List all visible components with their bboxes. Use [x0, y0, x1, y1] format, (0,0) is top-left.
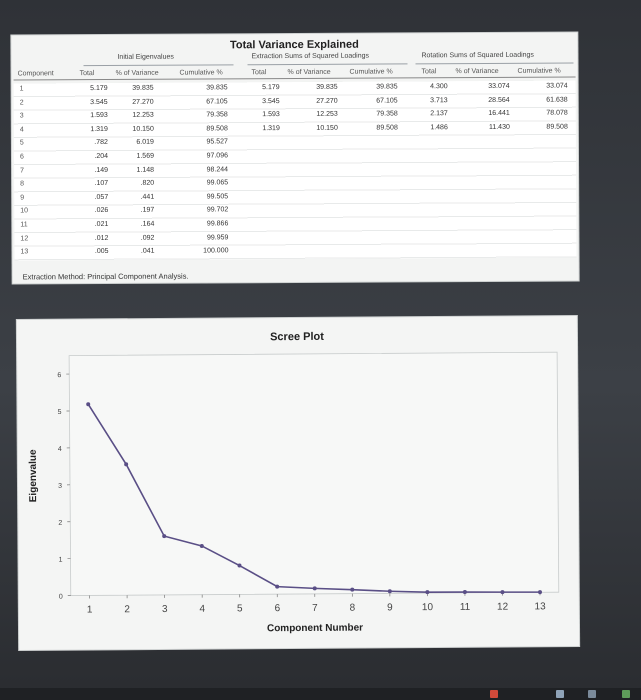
y-tick-label: 3 — [58, 482, 63, 490]
component-number-cell: 3 — [19, 112, 24, 120]
x-tick-label: 6 — [274, 603, 281, 615]
table-cell: 67.105 — [206, 97, 228, 106]
table-title: Total Variance Explained — [229, 38, 359, 52]
group-divider-initial — [84, 64, 234, 66]
x-tick-label: 10 — [421, 602, 434, 614]
table-cell: 99.702 — [206, 206, 229, 214]
y-tick-label: 0 — [58, 593, 63, 601]
component-number-cell: 12 — [20, 234, 29, 243]
table-cell: 39.835 — [206, 84, 228, 92]
data-point — [538, 590, 542, 594]
group-divider-extraction — [248, 63, 408, 65]
x-tick-label: 7 — [312, 602, 318, 614]
component-number-cell: 13 — [20, 248, 29, 256]
data-point — [200, 544, 204, 548]
table-cell: 99.866 — [206, 220, 229, 228]
app-icon — [622, 690, 630, 698]
table-cell: 89.508 — [376, 124, 398, 132]
table-cell: .005 — [94, 248, 109, 256]
table-cell: 99.065 — [206, 179, 229, 187]
data-point — [275, 585, 279, 589]
table-cell: 16.441 — [488, 110, 510, 118]
table-cell: 89.508 — [546, 123, 568, 131]
variance-table — [11, 33, 578, 284]
x-tick-label: 11 — [459, 601, 471, 613]
component-number-cell: 7 — [20, 167, 24, 175]
y-tick-label: 4 — [57, 445, 62, 453]
x-tick-label: 1 — [86, 604, 93, 616]
table-cell: 3.545 — [90, 98, 108, 106]
table-cell: 1.569 — [136, 152, 155, 160]
table-cell: 6.019 — [136, 139, 154, 147]
data-point — [350, 588, 354, 592]
component-number-cell: 11 — [20, 221, 28, 229]
group-divider-rotation — [416, 63, 574, 65]
table-cell: 95.527 — [206, 138, 228, 146]
header-cum-initial: Cumulative % — [179, 69, 223, 77]
table-cell: 99.505 — [206, 193, 229, 201]
component-number-cell: 2 — [19, 99, 24, 107]
data-point — [388, 589, 392, 593]
group-rotation-sums: Rotation Sums of Squared Loadings — [421, 51, 534, 60]
app-icon — [588, 690, 596, 698]
plot-area — [69, 352, 559, 595]
header-cum-extraction: Cumulative % — [349, 68, 393, 76]
component-number-cell: 6 — [19, 153, 24, 161]
table-cell: 28.564 — [488, 96, 510, 104]
component-number-cell: 1 — [19, 85, 24, 93]
y-axis-label: Eigenvalue — [27, 449, 40, 503]
table-cell: 1.486 — [430, 123, 448, 132]
table-cell: 78.078 — [546, 109, 568, 117]
table-cell: .782 — [94, 139, 108, 147]
table-cell: 10.150 — [316, 124, 338, 132]
taskbar — [0, 688, 641, 700]
table-cell: 27.270 — [316, 97, 338, 105]
x-tick-label: 5 — [236, 603, 243, 615]
header-total-rotation: Total — [421, 68, 437, 76]
table-cell: 98.244 — [206, 165, 229, 174]
x-tick-label: 3 — [161, 603, 168, 615]
table-cell: 79.358 — [206, 111, 228, 119]
x-axis-label: Component Number — [266, 622, 364, 635]
header-divider — [14, 77, 576, 81]
table-cell: 12.253 — [132, 111, 154, 120]
app-icon — [556, 690, 564, 698]
table-cell: 27.270 — [132, 98, 154, 106]
table-cell: 1.319 — [262, 124, 280, 132]
scree-plot-panel — [17, 316, 579, 650]
table-cell: 89.508 — [206, 125, 228, 133]
data-point — [237, 564, 241, 568]
table-cell: .820 — [140, 179, 155, 187]
header-cum-rotation: Cumulative % — [517, 67, 561, 75]
header-pct-rotation: % of Variance — [455, 67, 499, 76]
table-cell: 61.638 — [546, 96, 568, 104]
component-number-cell: 10 — [20, 207, 29, 215]
data-point — [313, 586, 317, 590]
table-cell: 4.300 — [430, 83, 448, 91]
data-point — [162, 534, 166, 538]
x-tick-label: 12 — [496, 601, 509, 613]
table-cell: .149 — [94, 166, 109, 174]
table-cell: .092 — [140, 234, 155, 242]
x-tick-label: 8 — [349, 602, 356, 614]
y-tick-label: 1 — [58, 556, 63, 564]
table-cell: 99.959 — [206, 233, 229, 242]
data-point — [86, 402, 90, 406]
table-cell: .441 — [140, 193, 155, 201]
table-cell: 5.179 — [90, 84, 108, 93]
table-cell: 100.000 — [203, 247, 229, 255]
table-cell: 1.148 — [136, 166, 155, 174]
table-cell: .021 — [94, 220, 109, 229]
x-tick-label: 4 — [199, 603, 206, 615]
component-number-cell: 5 — [19, 139, 24, 147]
table-cell: 2.137 — [430, 110, 448, 118]
table-cell: 39.835 — [316, 83, 338, 91]
table-cell: 1.593 — [90, 112, 108, 120]
table-cell: 3.713 — [430, 96, 448, 104]
table-cell: .107 — [94, 180, 109, 188]
component-number-cell: 8 — [20, 180, 25, 188]
table-cell: 5.179 — [262, 84, 280, 92]
chart-title: Scree Plot — [270, 330, 324, 344]
x-tick-label: 9 — [387, 602, 393, 614]
table-cell: 1.319 — [90, 125, 108, 133]
table-cell: 33.074 — [546, 82, 568, 90]
y-tick-label: 5 — [57, 409, 62, 417]
table-cell: .204 — [94, 152, 109, 161]
table-footnote: Extraction Method: Principal Component Analysis. — [22, 271, 189, 282]
data-point — [124, 462, 128, 466]
app-icon — [490, 690, 498, 698]
header-total-extraction: Total — [251, 69, 267, 77]
group-extraction-sums: Extraction Sums of Squared Loadings — [251, 52, 370, 61]
table-cell: 39.835 — [376, 83, 398, 91]
component-number-cell: 9 — [20, 194, 25, 202]
table-cell: .057 — [94, 193, 109, 201]
y-tick-label: 6 — [57, 372, 62, 380]
table-cell: 1.593 — [262, 111, 280, 119]
x-tick-label: 13 — [534, 601, 546, 613]
table-cell: 3.545 — [262, 97, 280, 105]
component-number-cell: 4 — [19, 126, 24, 134]
header-component: Component — [17, 70, 54, 78]
data-point — [500, 590, 504, 594]
x-tick-label: 2 — [124, 604, 131, 616]
scree-plot — [17, 316, 579, 650]
table-cell: 79.358 — [376, 110, 398, 118]
data-point — [425, 590, 429, 594]
table-cell: 67.105 — [376, 97, 398, 105]
table-cell: 33.074 — [488, 82, 510, 90]
table-cell: .041 — [140, 247, 155, 255]
table-cell: 97.096 — [206, 152, 229, 160]
table-cell: 39.835 — [132, 84, 154, 92]
table-cell: 11.430 — [488, 123, 510, 131]
group-initial-eigenvalues: Initial Eigenvalues — [117, 53, 174, 61]
table-cell: .164 — [140, 220, 155, 228]
header-pct-initial: % of Variance — [115, 69, 159, 77]
table-cell: .197 — [140, 207, 155, 215]
table-cell: .012 — [94, 234, 109, 242]
data-point — [463, 590, 467, 594]
table-cell: 12.253 — [316, 110, 338, 119]
header-total-initial: Total — [79, 70, 95, 78]
table-cell: 10.150 — [132, 125, 154, 133]
y-tick-label: 2 — [58, 519, 63, 527]
header-pct-extraction: % of Variance — [287, 68, 331, 77]
table-cell: .026 — [94, 207, 109, 215]
